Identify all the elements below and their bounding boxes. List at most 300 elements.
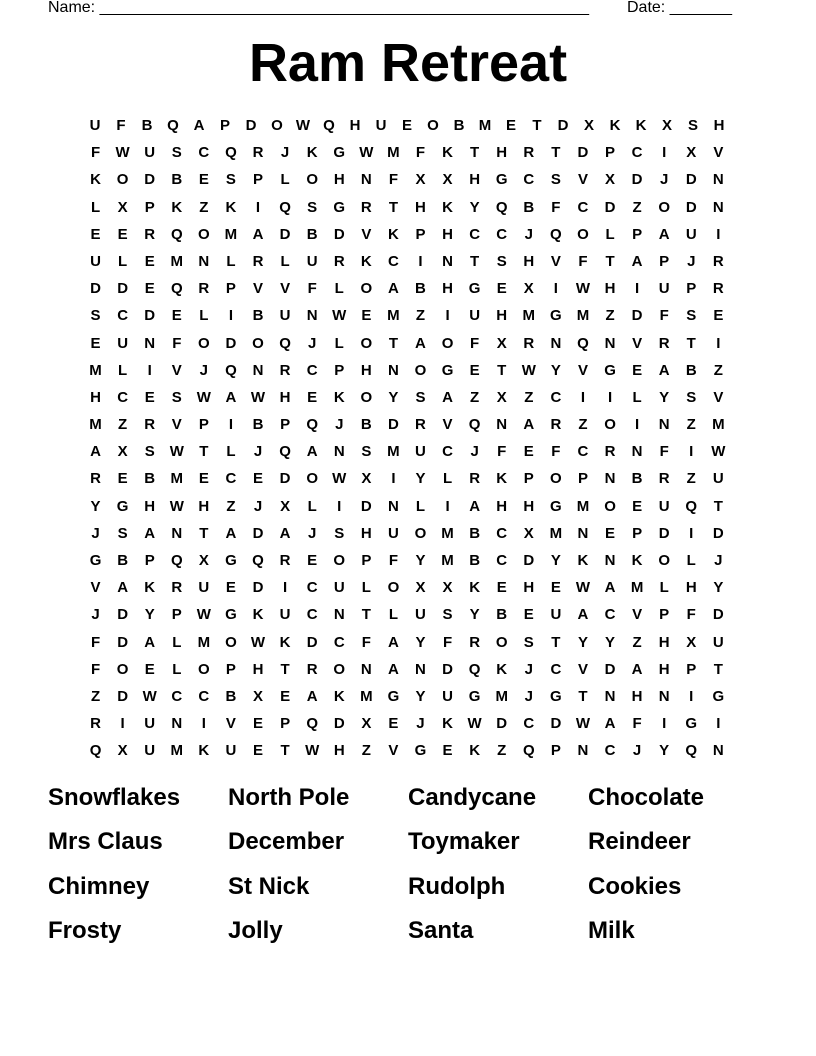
grid-letter: H bbox=[713, 117, 725, 134]
grid-letter: Z bbox=[226, 497, 236, 515]
grid-letter: O bbox=[495, 633, 508, 651]
grid-letter: M bbox=[170, 742, 184, 760]
grid-letter: L bbox=[388, 606, 398, 624]
grid-row bbox=[82, 194, 732, 221]
grid-letter: I bbox=[689, 687, 694, 705]
grid-letter: D bbox=[144, 307, 156, 325]
grid-letter: I bbox=[418, 252, 423, 270]
grid-letter: N bbox=[550, 334, 562, 352]
grid-letter: T bbox=[199, 443, 209, 461]
grid-letter: A bbox=[252, 225, 264, 243]
grid-letter: I bbox=[255, 198, 261, 216]
grid-letter: M bbox=[478, 117, 492, 134]
grid-letter: A bbox=[306, 687, 318, 705]
grid-letter: P bbox=[171, 606, 182, 624]
grid-letter: I bbox=[445, 307, 450, 325]
grid-letter: D bbox=[557, 117, 569, 134]
grid-letter: F bbox=[686, 606, 696, 624]
grid-letter: C bbox=[225, 470, 237, 488]
grid-letter: O bbox=[360, 280, 373, 298]
name-field-line: Name: _______________________________________________________ bbox=[48, 0, 589, 16]
grid-letter: R bbox=[469, 470, 481, 488]
grid-letter: A bbox=[144, 633, 156, 651]
grid-letter: L bbox=[686, 552, 696, 569]
grid-letter: A bbox=[387, 280, 399, 298]
word-list-item: Milk bbox=[588, 916, 635, 944]
grid-letter: Z bbox=[199, 198, 209, 216]
grid-letter: D bbox=[712, 524, 724, 542]
grid-letter: L bbox=[172, 633, 182, 651]
grid-letter: D bbox=[631, 171, 643, 189]
grid-letter: X bbox=[496, 334, 507, 352]
grid-letter: K bbox=[279, 633, 291, 651]
grid-letter: R bbox=[712, 280, 724, 298]
grid-letter: O bbox=[271, 117, 283, 134]
word-list-item: St Nick bbox=[228, 872, 310, 900]
grid-letter: H bbox=[469, 171, 481, 189]
grid-letter: N bbox=[171, 524, 183, 542]
grid-letter: V bbox=[713, 388, 724, 406]
grid-letter: Q bbox=[170, 552, 183, 569]
grid-letter: A bbox=[604, 715, 616, 733]
grid-letter: H bbox=[658, 633, 670, 651]
grid-row bbox=[82, 302, 732, 329]
grid-letter: F bbox=[307, 280, 317, 298]
grid-letter: D bbox=[523, 552, 535, 569]
grid-letter: K bbox=[442, 715, 453, 733]
grid-letter: F bbox=[632, 715, 642, 733]
grid-letter: X bbox=[686, 144, 697, 162]
grid-letter: C bbox=[171, 687, 183, 705]
grid-letter: N bbox=[333, 606, 345, 624]
grid-letter: C bbox=[306, 579, 318, 597]
grid-letter: M bbox=[170, 470, 184, 488]
grid-letter: N bbox=[712, 198, 724, 216]
grid-letter: A bbox=[604, 579, 616, 597]
grid-letter: R bbox=[144, 225, 156, 243]
grid-letter: W bbox=[332, 307, 347, 325]
grid-letter: G bbox=[225, 606, 237, 624]
grid-letter: O bbox=[333, 660, 346, 678]
grid-letter: R bbox=[523, 144, 535, 162]
grid-letter: J bbox=[660, 171, 669, 189]
grid-letter: Y bbox=[713, 579, 724, 597]
grid-letter: K bbox=[469, 579, 481, 597]
grid-letter: C bbox=[333, 633, 345, 651]
word-list-item: Santa bbox=[408, 916, 474, 944]
grid-letter: Q bbox=[550, 225, 562, 243]
grid-letter: X bbox=[583, 117, 594, 134]
grid-letter: U bbox=[712, 470, 724, 488]
grid-letter: L bbox=[90, 198, 101, 216]
grid-letter: B bbox=[631, 470, 643, 488]
grid-letter: D bbox=[245, 117, 257, 134]
page-title: Ram Retreat bbox=[248, 33, 568, 93]
grid-letter: R bbox=[360, 198, 372, 216]
grid-letter: R bbox=[712, 252, 724, 270]
grid-letter: D bbox=[117, 606, 129, 624]
grid-letter: S bbox=[687, 117, 698, 134]
grid-letter: N bbox=[252, 361, 264, 379]
grid-letter: T bbox=[551, 144, 561, 162]
grid-letter: Z bbox=[632, 633, 642, 651]
grid-letter: X bbox=[496, 388, 507, 406]
grid-letter: K bbox=[333, 388, 345, 406]
grid-letter: Z bbox=[90, 687, 101, 705]
grid-letter: Q bbox=[306, 416, 318, 434]
grid-letter: W bbox=[142, 687, 157, 705]
grid-letter: L bbox=[226, 252, 236, 270]
grid-letter: D bbox=[333, 715, 345, 733]
grid-letter: T bbox=[713, 660, 723, 678]
grid-letter: O bbox=[604, 497, 616, 515]
grid-letter: V bbox=[361, 225, 372, 243]
grid-letter: M bbox=[576, 497, 590, 515]
grid-letter: D bbox=[604, 198, 616, 216]
grid-letter: N bbox=[360, 660, 372, 678]
grid-letter: E bbox=[632, 497, 643, 515]
grid-letter: D bbox=[144, 171, 156, 189]
grid-letter: H bbox=[349, 117, 361, 134]
grid-letter: F bbox=[361, 633, 371, 651]
grid-letter: Q bbox=[323, 117, 335, 134]
grid-letter: I bbox=[201, 715, 206, 733]
grid-letter: E bbox=[253, 470, 264, 488]
grid-letter: L bbox=[226, 443, 236, 461]
grid-letter: M bbox=[89, 416, 102, 434]
grid-letter: I bbox=[283, 579, 288, 597]
word-list-item: North Pole bbox=[228, 784, 350, 811]
grid-letter: J bbox=[524, 660, 533, 678]
grid-letter: O bbox=[116, 171, 129, 189]
grid-letter: F bbox=[172, 334, 182, 352]
grid-letter: G bbox=[387, 687, 400, 705]
grid-letter: L bbox=[118, 252, 128, 270]
grid-letter: W bbox=[250, 388, 266, 406]
grid-row bbox=[82, 384, 732, 411]
grid-letter: E bbox=[198, 470, 209, 488]
grid-letter: G bbox=[468, 280, 481, 298]
grid-letter: R bbox=[90, 715, 101, 733]
grid-letter: T bbox=[470, 144, 480, 162]
grid-row bbox=[82, 493, 732, 520]
grid-letter: V bbox=[171, 361, 182, 379]
grid-letter: A bbox=[225, 388, 237, 406]
grid-letter: Z bbox=[578, 416, 588, 434]
grid-letter: D bbox=[685, 171, 697, 189]
grid-letter: J bbox=[524, 687, 533, 705]
grid-letter: I bbox=[716, 334, 721, 352]
grid-letter: N bbox=[658, 416, 670, 434]
grid-letter: K bbox=[225, 198, 237, 216]
grid-letter: C bbox=[550, 388, 562, 406]
grid-letter: F bbox=[659, 307, 669, 325]
grid-letter: H bbox=[496, 497, 508, 515]
grid-letter: S bbox=[415, 388, 426, 406]
grid-letter: T bbox=[388, 198, 398, 216]
grid-letter: K bbox=[496, 470, 508, 488]
grid-letter: D bbox=[550, 715, 562, 733]
word-list-item: Reindeer bbox=[588, 828, 691, 856]
grid-letter: Q bbox=[170, 225, 183, 243]
grid-letter: C bbox=[631, 144, 643, 162]
grid-letter: L bbox=[659, 579, 669, 597]
grid-letter: P bbox=[144, 552, 155, 569]
grid-letter: P bbox=[361, 552, 372, 569]
grid-letter: J bbox=[253, 443, 263, 461]
grid-letter: H bbox=[415, 198, 426, 216]
grid-letter: J bbox=[470, 443, 479, 461]
grid-letter: J bbox=[280, 144, 290, 162]
grid-letter: D bbox=[117, 280, 129, 298]
grid-letter: Y bbox=[550, 361, 561, 379]
grid-letter: L bbox=[632, 388, 642, 406]
grid-letter: W bbox=[196, 606, 211, 624]
grid-letter: A bbox=[523, 416, 535, 434]
grid-letter: F bbox=[90, 633, 101, 651]
grid-letter: J bbox=[632, 742, 642, 760]
grid-letter: L bbox=[280, 171, 290, 189]
grid-letter: X bbox=[253, 687, 264, 705]
grid-letter: I bbox=[662, 715, 667, 733]
grid-letter: Y bbox=[659, 742, 670, 760]
grid-letter: I bbox=[662, 144, 667, 162]
grid-letter: J bbox=[307, 524, 317, 542]
grid-letter: W bbox=[169, 443, 184, 461]
grid-letter: P bbox=[219, 117, 230, 134]
grid-letter: W bbox=[575, 579, 591, 597]
grid-letter: S bbox=[361, 443, 372, 461]
grid-letter: G bbox=[685, 715, 698, 733]
grid-letter: G bbox=[550, 497, 562, 515]
grid-letter: X bbox=[686, 633, 697, 651]
grid-row bbox=[82, 629, 732, 656]
grid-letter: F bbox=[659, 443, 669, 461]
grid-letter: O bbox=[225, 633, 237, 651]
grid-letter: K bbox=[496, 660, 508, 678]
grid-letter: V bbox=[632, 606, 643, 624]
grid-letter: I bbox=[689, 443, 694, 461]
grid-letter: B bbox=[117, 552, 129, 569]
grid-letter: O bbox=[658, 552, 671, 569]
grid-letter: I bbox=[120, 715, 125, 733]
grid-letter: F bbox=[90, 144, 101, 162]
grid-letter: C bbox=[198, 687, 210, 705]
grid-letter: U bbox=[415, 443, 426, 461]
grid-letter: Z bbox=[713, 361, 723, 379]
grid-letter: E bbox=[401, 117, 412, 134]
grid-letter: N bbox=[496, 416, 508, 434]
grid-letter: D bbox=[712, 606, 724, 624]
grid-letter: N bbox=[577, 742, 589, 760]
grid-letter: Q bbox=[225, 361, 237, 379]
grid-letter: A bbox=[658, 361, 670, 379]
grid-letter: Y bbox=[469, 606, 480, 624]
date-field-line: Date: _______ bbox=[627, 0, 732, 16]
grid-letter: F bbox=[90, 660, 101, 678]
grid-letter: I bbox=[635, 416, 640, 434]
grid-letter: P bbox=[659, 606, 670, 624]
grid-letter: W bbox=[295, 117, 311, 134]
grid-letter: N bbox=[171, 715, 183, 733]
grid-letter: L bbox=[334, 280, 344, 298]
grid-letter: E bbox=[505, 117, 516, 134]
grid-letter: P bbox=[632, 524, 643, 542]
grid-letter: D bbox=[333, 225, 345, 243]
grid-letter: V bbox=[225, 715, 236, 733]
grid-letter: A bbox=[144, 524, 156, 542]
grid-letter: J bbox=[687, 252, 696, 270]
grid-letter: M bbox=[576, 307, 590, 325]
grid-letter: E bbox=[144, 252, 155, 270]
grid-letter: P bbox=[334, 361, 345, 379]
word-list-item: Candycane bbox=[408, 784, 537, 811]
grid-letter: N bbox=[198, 252, 210, 270]
grid-letter: E bbox=[144, 388, 155, 406]
grid-letter: A bbox=[631, 660, 643, 678]
grid-letter: R bbox=[90, 470, 101, 488]
grid-letter: X bbox=[117, 742, 128, 760]
grid-letter: U bbox=[469, 307, 481, 325]
grid-letter: O bbox=[198, 660, 210, 678]
grid-letter: V bbox=[632, 334, 643, 352]
grid-letter: Q bbox=[225, 144, 237, 162]
grid-row bbox=[82, 438, 732, 465]
grid-letter: V bbox=[171, 416, 182, 434]
grid-letter: E bbox=[632, 361, 643, 379]
grid-letter: C bbox=[496, 524, 508, 542]
grid-letter: I bbox=[445, 497, 450, 515]
grid-row bbox=[82, 683, 732, 710]
grid-letter: R bbox=[306, 660, 318, 678]
grid-letter: G bbox=[89, 552, 102, 569]
grid-letter: B bbox=[252, 416, 264, 434]
grid-letter: K bbox=[90, 171, 101, 189]
grid-letter: F bbox=[470, 334, 480, 352]
grid-letter: P bbox=[686, 660, 697, 678]
grid-letter: K bbox=[577, 552, 589, 569]
grid-letter: U bbox=[387, 524, 399, 542]
grid-letter: S bbox=[334, 524, 345, 542]
grid-letter: W bbox=[305, 742, 320, 760]
grid-letter: T bbox=[532, 117, 542, 134]
grid-letter: Y bbox=[550, 552, 561, 569]
grid-letter: H bbox=[496, 307, 508, 325]
grid-letter: W bbox=[467, 715, 482, 733]
grid-letter: V bbox=[713, 144, 724, 162]
grid-letter: N bbox=[360, 171, 372, 189]
grid-letter: V bbox=[388, 742, 399, 760]
grid-letter: L bbox=[442, 470, 453, 488]
grid-letter: K bbox=[360, 252, 372, 270]
grid-letter: A bbox=[577, 606, 589, 624]
grid-letter: Y bbox=[415, 552, 426, 569]
grid-letter: I bbox=[391, 470, 396, 488]
grid-letter: P bbox=[686, 280, 697, 298]
grid-letter: Y bbox=[577, 633, 588, 651]
grid-letter: U bbox=[658, 497, 670, 515]
grid-letter: E bbox=[605, 524, 616, 542]
grid-letter: R bbox=[333, 252, 345, 270]
grid-letter: P bbox=[198, 416, 209, 434]
grid-letter: S bbox=[90, 307, 101, 325]
word-list-item: Rudolph bbox=[408, 872, 506, 900]
grid-letter: U bbox=[90, 252, 101, 270]
grid-letter: K bbox=[171, 198, 183, 216]
grid-letter: E bbox=[171, 307, 182, 325]
grid-letter: F bbox=[116, 117, 126, 134]
grid-letter: Q bbox=[685, 742, 698, 760]
grid-letter: A bbox=[469, 497, 481, 515]
grid-letter: L bbox=[118, 361, 128, 379]
grid-letter: K bbox=[609, 117, 621, 134]
grid-row bbox=[82, 520, 732, 547]
grid-letter: I bbox=[716, 715, 721, 733]
grid-letter: Y bbox=[415, 687, 426, 705]
grid-letter: C bbox=[117, 388, 129, 406]
grid-letter: C bbox=[577, 443, 589, 461]
grid-letter: U bbox=[225, 742, 237, 760]
grid-letter: C bbox=[496, 225, 508, 243]
grid-letter: N bbox=[577, 524, 589, 542]
grid-letter: M bbox=[630, 579, 644, 597]
grid-letter: L bbox=[172, 660, 182, 678]
grid-letter: I bbox=[553, 280, 558, 298]
grid-letter: R bbox=[523, 334, 535, 352]
grid-letter: U bbox=[415, 606, 426, 624]
grid-letter: Y bbox=[415, 633, 426, 651]
grid-letter: X bbox=[415, 171, 426, 189]
grid-letter: I bbox=[580, 388, 586, 406]
grid-letter: Q bbox=[279, 334, 291, 352]
grid-letter: Q bbox=[577, 334, 589, 352]
grid-letter: X bbox=[605, 171, 616, 189]
grid-letter: H bbox=[523, 252, 535, 270]
grid-letter: F bbox=[551, 443, 561, 461]
grid-letter: N bbox=[387, 497, 399, 515]
grid-letter: S bbox=[442, 606, 453, 624]
grid-letter: P bbox=[577, 470, 588, 488]
grid-letter: Q bbox=[468, 416, 481, 434]
grid-letter: N bbox=[658, 687, 670, 705]
grid-letter: H bbox=[442, 225, 453, 243]
grid-letter: L bbox=[415, 497, 426, 515]
grid-letter: A bbox=[90, 443, 101, 461]
grid-letter: C bbox=[469, 225, 481, 243]
word-list-item: Frosty bbox=[48, 916, 122, 944]
grid-letter: Z bbox=[497, 742, 507, 760]
grid-letter: O bbox=[306, 470, 318, 488]
grid-letter: E bbox=[496, 280, 507, 298]
grid-letter: Z bbox=[632, 198, 642, 216]
grid-letter: B bbox=[453, 117, 465, 134]
grid-letter: M bbox=[522, 307, 536, 325]
grid-letter: E bbox=[550, 579, 561, 597]
grid-letter: E bbox=[307, 388, 318, 406]
grid-letter: C bbox=[550, 660, 562, 678]
grid-letter: Z bbox=[605, 307, 615, 325]
grid-letter: D bbox=[442, 660, 453, 678]
grid-letter: D bbox=[604, 660, 616, 678]
grid-letter: D bbox=[117, 633, 129, 651]
grid-letter: V bbox=[577, 660, 588, 678]
grid-letter: N bbox=[712, 171, 724, 189]
word-list-item: Toymaker bbox=[408, 828, 520, 856]
grid-letter: E bbox=[713, 307, 724, 325]
grid-letter: A bbox=[279, 524, 291, 542]
grid-letter: B bbox=[469, 524, 481, 542]
grid-letter: N bbox=[415, 660, 426, 678]
